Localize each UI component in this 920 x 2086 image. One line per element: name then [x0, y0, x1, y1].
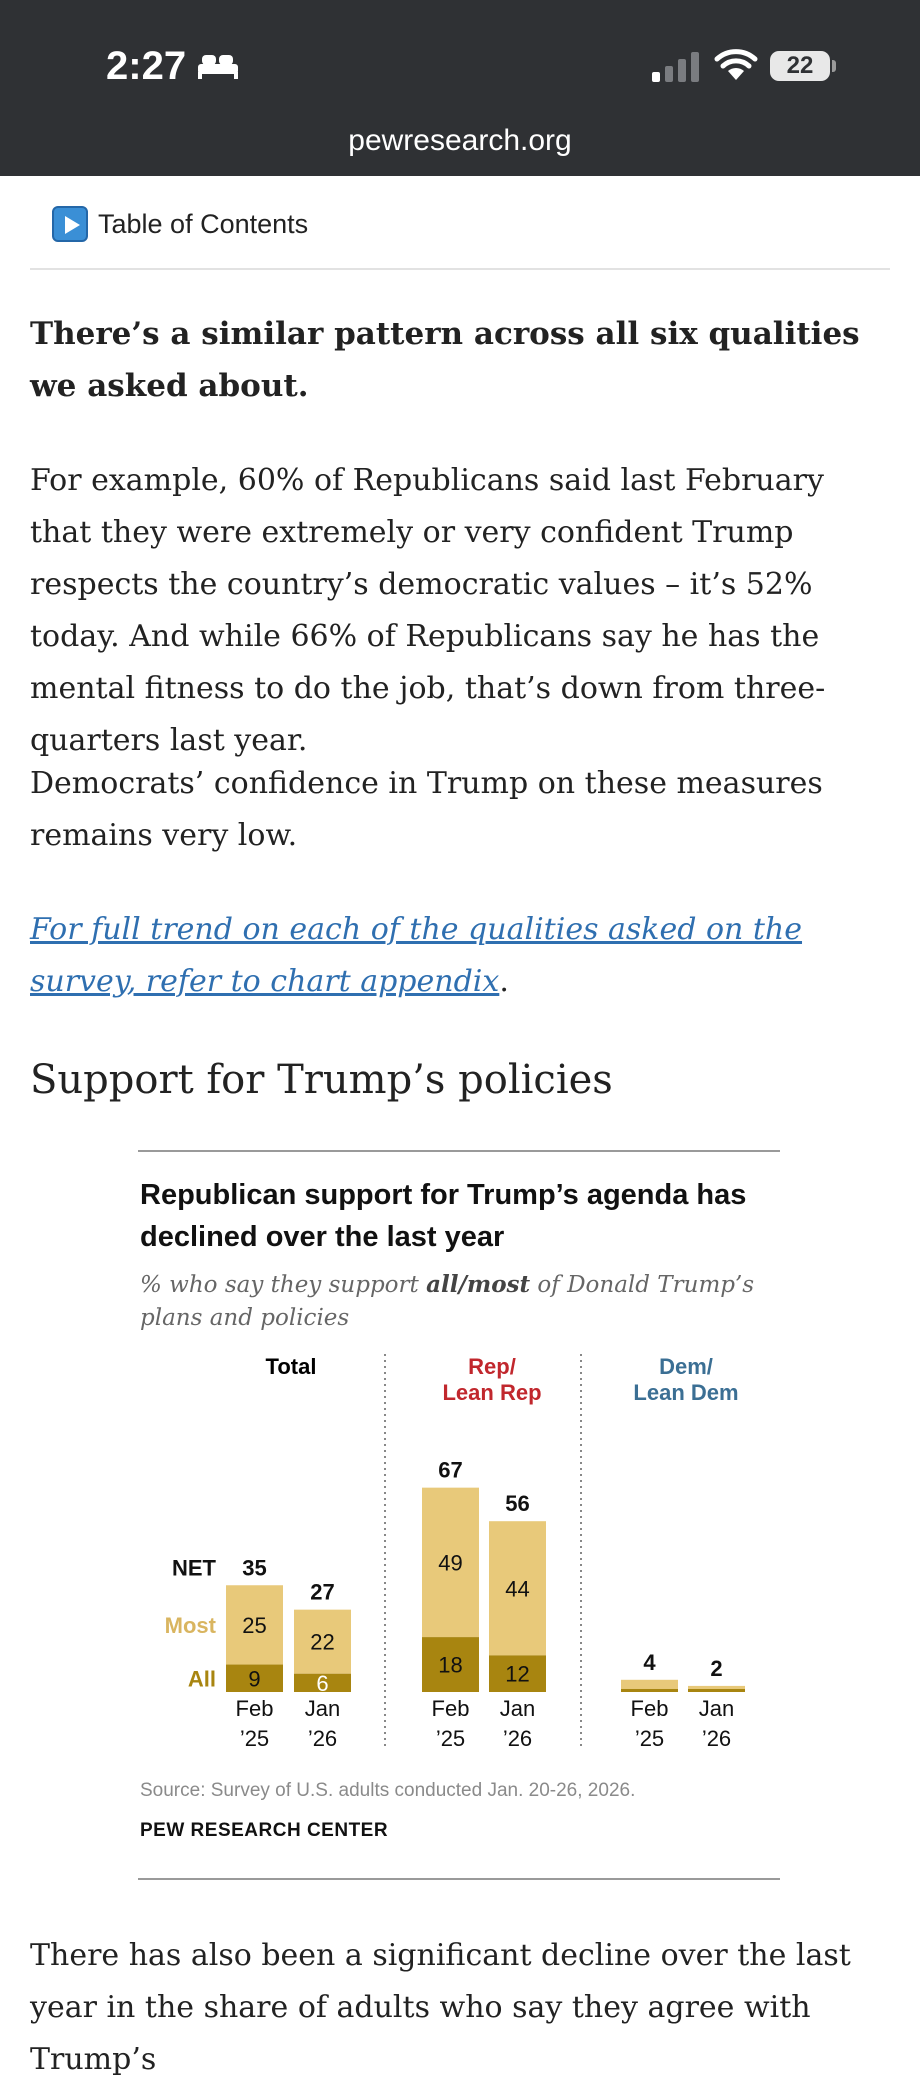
paragraph-confidence: For example, 60% of Republicans said last February that they were extremely or very confident Trump respects the country’s democratic values – it’s 52% today. And while 66% of Republicans say he has the mental fitness to do the job, that’s down from three-quarters last year.: [30, 463, 826, 758]
net-label-g1-b1: 35: [242, 1555, 267, 1581]
battery-tip: [832, 60, 836, 72]
x-label-g1-b1-year: ’25: [239, 1726, 270, 1751]
x-label-g3-b1-month: Feb: [630, 1696, 669, 1721]
x-label-g2-b1-month: Feb: [431, 1696, 470, 1721]
bar-most-g3-b2: [688, 1686, 745, 1689]
paragraph-democrats: Democrats’ confidence in Trump on these measures remains very low.: [30, 766, 823, 853]
wifi-icon: [714, 48, 758, 82]
divider: [30, 268, 890, 270]
play-icon: [52, 206, 88, 242]
subtitle-pre: % who say they support: [140, 1272, 427, 1298]
address-bar-url[interactable]: pewresearch.org: [348, 124, 572, 157]
link-suffix: .: [499, 964, 509, 999]
x-label-g1-b1-month: Feb: [235, 1696, 274, 1721]
most-label-g1-b2: 22: [310, 1629, 335, 1655]
all-label-g2-b2: 12: [505, 1661, 530, 1687]
appendix-paragraph: [30, 904, 892, 1008]
subtitle-bold: all/most: [426, 1271, 531, 1298]
bar-all-g3-b1: [621, 1689, 678, 1692]
all-label-g2-b1: 18: [438, 1652, 463, 1678]
chart-title: Republican support for Trump’s agenda has declined over the last year: [140, 1179, 747, 1253]
net-label-g2-b1: 67: [438, 1457, 463, 1483]
chart-brand: PEW RESEARCH CENTER: [140, 1820, 389, 1841]
x-label-g2-b1-year: ’25: [435, 1726, 466, 1751]
x-label-g3-b2-month: Jan: [698, 1696, 735, 1721]
net-label-g2-b2: 56: [505, 1491, 530, 1517]
chart-figure: [138, 1150, 780, 1880]
x-label-g2-b2-year: ’26: [502, 1726, 533, 1751]
chart-top-rule: [138, 1150, 780, 1152]
subtitle-post: of Donald Trump’s plans and policies: [140, 1272, 755, 1331]
cellular-signal-icon: [652, 52, 700, 82]
status-bar: [0, 0, 920, 176]
chart-source: Source: Survey of U.S. adults conducted Jan. 20-26, 2026.: [140, 1780, 636, 1801]
clock: 2:27: [106, 44, 187, 88]
x-label-g3-b1-year: ’25: [634, 1726, 665, 1751]
lead-sentence: There’s a similar pattern across all six qualities we asked about.: [30, 316, 860, 404]
x-label-g2-b2-month: Jan: [499, 1696, 536, 1721]
net-label-g3-b1: 4: [643, 1649, 656, 1675]
x-label-g1-b2-month: Jan: [304, 1696, 341, 1721]
most-label-g1-b1: 25: [242, 1612, 267, 1638]
bar-most-g3-b1: [621, 1680, 678, 1689]
x-label-g1-b2-year: ’26: [307, 1726, 338, 1751]
group-header-1-line-1: Total: [265, 1354, 317, 1379]
all-label-g1-b1: 9: [248, 1666, 261, 1692]
paragraph-agreement: There has also been a significant decline over the last year in the share of adults who say they agree with Trump’s: [30, 1938, 851, 2077]
chart-appendix-link[interactable]: For full trend on each of the qualities asked on the survey, refer to chart appendix: [30, 912, 803, 999]
bed-icon: [196, 52, 240, 80]
chart-bottom-rule: [138, 1878, 780, 1880]
row-label-all: All: [187, 1666, 216, 1692]
group-header-2-line-1: Rep/: [468, 1354, 516, 1379]
row-label-most: Most: [164, 1612, 216, 1638]
section-heading: Support for Trump’s policies: [30, 1057, 613, 1103]
group-header-3-line-2: Lean Dem: [633, 1380, 739, 1405]
bar-chart: [138, 1350, 780, 1770]
group-header-3-line-1: Dem/: [659, 1354, 713, 1379]
all-label-g1-b2: 6: [316, 1670, 329, 1696]
chart-subtitle: [140, 1268, 770, 1335]
most-label-g2-b1: 49: [438, 1550, 463, 1576]
group-header-2-line-2: Lean Rep: [442, 1380, 542, 1405]
battery-indicator: 22: [770, 51, 830, 81]
net-label-g1-b2: 27: [310, 1579, 335, 1605]
most-label-g2-b2: 44: [505, 1576, 530, 1602]
bar-all-g3-b2: [688, 1689, 745, 1692]
table-of-contents-link[interactable]: [52, 204, 308, 244]
x-label-g3-b2-year: ’26: [701, 1726, 732, 1751]
toc-label: Table of Contents: [98, 208, 309, 239]
net-label-g3-b2: 2: [710, 1655, 723, 1681]
row-label-net: NET: [172, 1555, 216, 1581]
